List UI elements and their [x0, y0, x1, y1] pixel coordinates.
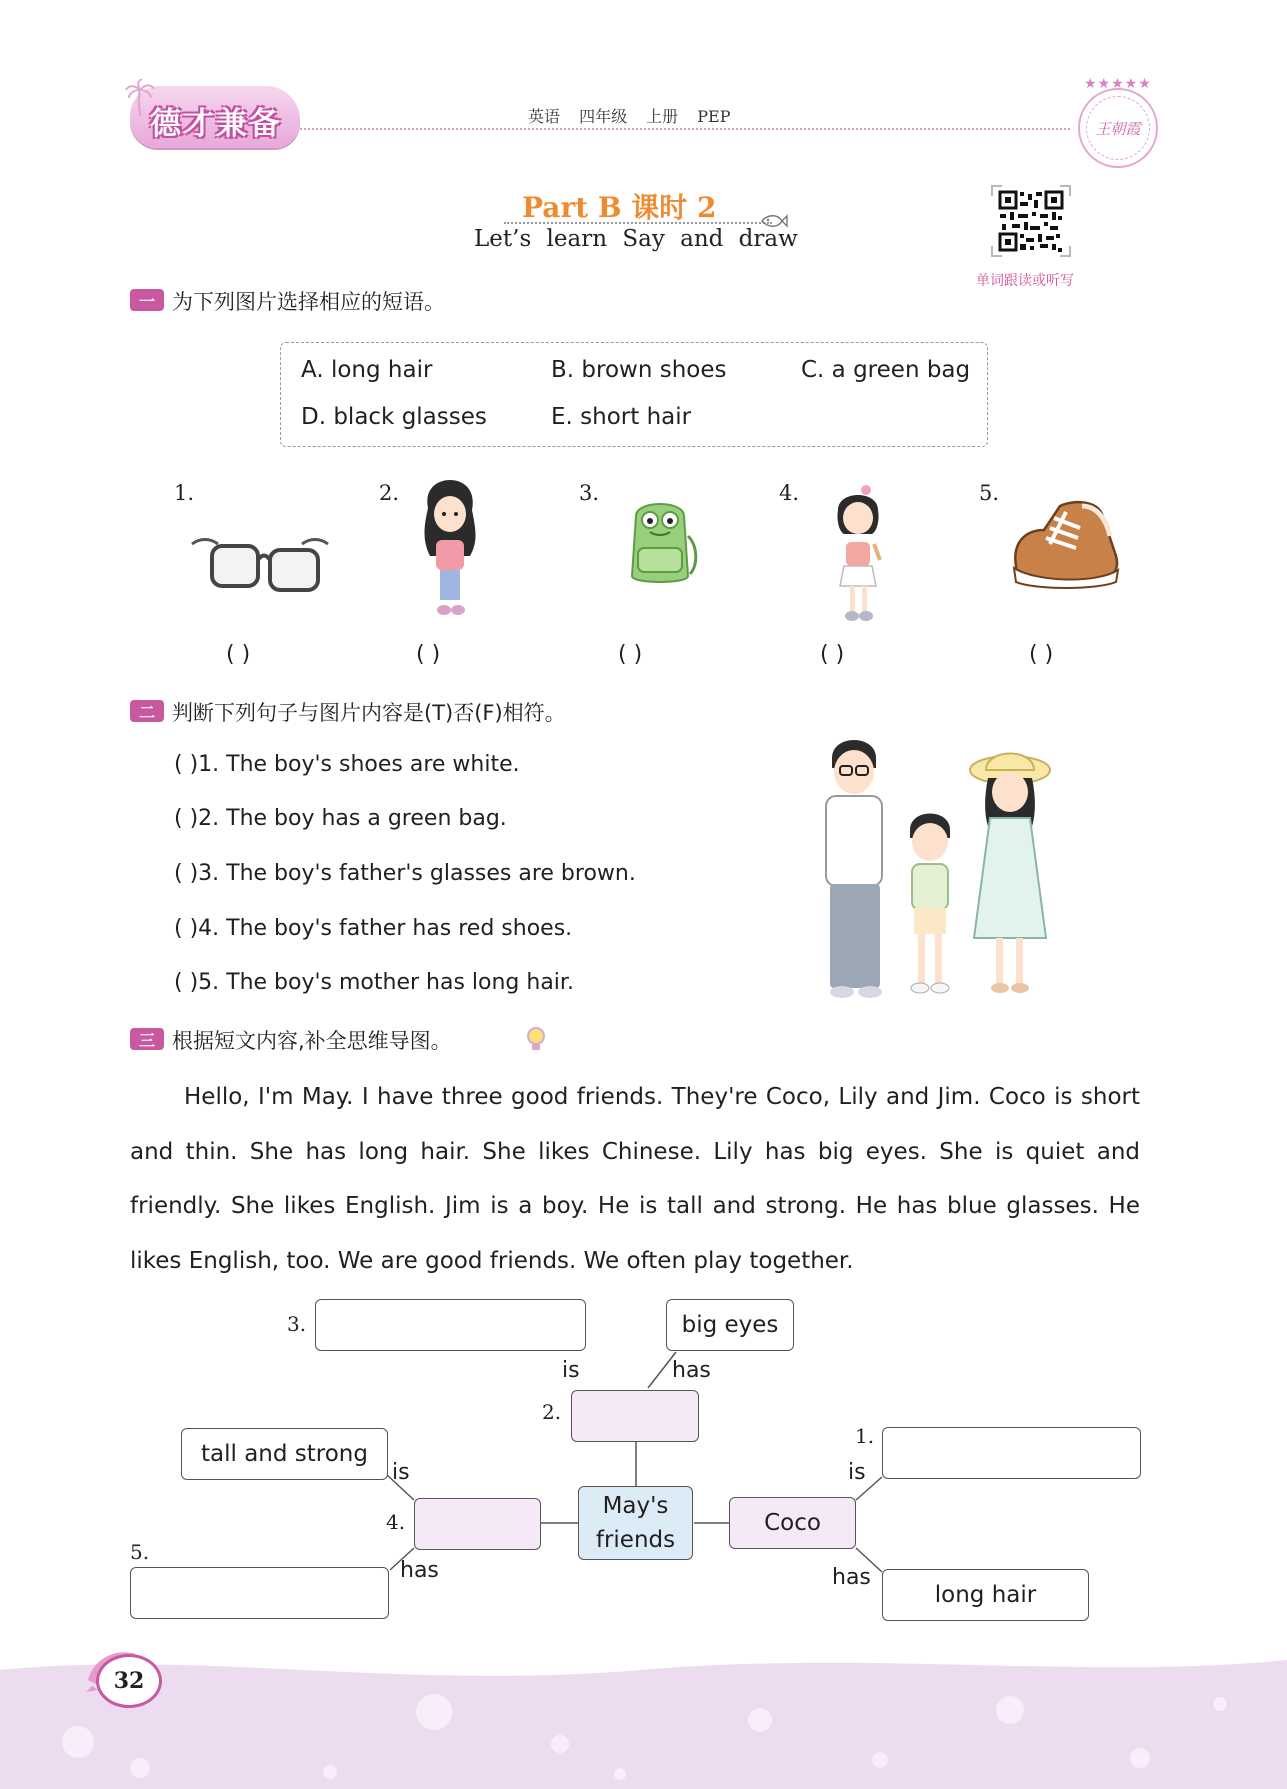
statement-5: ( )5. The boy's mother has long hair.	[174, 970, 574, 995]
lesson-title: Part B 课时 2	[522, 191, 717, 224]
reading-passage-text: Hello, I'm May. I have three good friends. They're Coco, Lily and Jim. Coco is short and thin. She has long hair. She likes Chinese. Lily has big eyes. She is quiet and friendly. She likes English. Jim is a boy. He is tall and strong. He has blue glasses. He likes English, too. We are good friends. We often play together.	[130, 1084, 1140, 1274]
section1-badge: 一	[130, 289, 164, 311]
seal-stars: ★★★★★	[1084, 76, 1152, 92]
section2-badge: 二	[130, 700, 164, 722]
author-seal-text: 王朝霞	[1086, 96, 1150, 160]
section2-title: 判断下列句子与图片内容是(T)否(F)相符。	[172, 701, 566, 725]
item-3-answer-blank[interactable]: ( )	[618, 642, 643, 667]
mindmap-label-has-left: has	[400, 1558, 439, 1583]
qr-code-label: 单词跟读或听写	[976, 273, 1074, 289]
mindmap-label-is-right: is	[848, 1460, 866, 1485]
item-1-answer-blank[interactable]: ( )	[226, 642, 251, 667]
item-3-number: 3.	[579, 481, 600, 505]
mindmap-center-line1: May's	[602, 1493, 669, 1519]
book-meta: 英语 四年级 上册 PEP	[528, 107, 731, 126]
section1-title: 为下列图片选择相应的短语。	[172, 290, 445, 314]
mindmap-number-5: 5.	[130, 1540, 150, 1564]
mindmap-tall-and-strong-text: tall and strong	[201, 1441, 368, 1467]
option-c: C. a green bag	[801, 357, 971, 383]
mindmap-blank-1[interactable]	[882, 1427, 1141, 1479]
footer-wave	[0, 1640, 1287, 1789]
mindmap-label-is-top: is	[562, 1358, 580, 1383]
mindmap-big-eyes-text: big eyes	[681, 1312, 779, 1338]
mindmap-coco-text: Coco	[764, 1510, 821, 1536]
section3-badge: 三	[130, 1028, 164, 1050]
mindmap-number-1: 1.	[855, 1424, 875, 1448]
mindmap-number-4: 4.	[386, 1510, 406, 1534]
item-5-number: 5.	[979, 481, 1000, 505]
mindmap-number-2: 2.	[542, 1400, 562, 1424]
page-number: 32	[96, 1654, 162, 1708]
option-e: E. short hair	[551, 404, 692, 430]
item-1-number: 1.	[174, 481, 195, 505]
item-4-number: 4.	[779, 481, 800, 505]
item-5-answer-blank[interactable]: ( )	[1029, 642, 1054, 667]
mindmap-label-is-left: is	[392, 1460, 410, 1485]
statement-3: ( )3. The boy's father's glasses are brown.	[174, 861, 636, 886]
item-2-number: 2.	[379, 481, 400, 505]
mindmap-label-has-top: has	[672, 1358, 711, 1383]
option-b: B. brown shoes	[551, 357, 727, 383]
mindmap-long-hair	[882, 1569, 1089, 1621]
mindmap-center	[578, 1486, 693, 1560]
mindmap-blank-4[interactable]	[414, 1498, 541, 1550]
mindmap-number-3: 3.	[287, 1312, 307, 1336]
option-a: A. long hair	[301, 357, 433, 383]
statement-2: ( )2. The boy has a green bag.	[174, 806, 507, 831]
mindmap-blank-2[interactable]	[571, 1390, 699, 1442]
statement-4: ( )4. The boy's father has red shoes.	[174, 916, 573, 941]
brand-logo-text: 德才兼备	[150, 106, 282, 142]
mindmap-big-eyes	[666, 1299, 794, 1351]
lesson-subtitle: Let’s learn Say and draw	[474, 226, 798, 252]
mindmap-tall-and-strong	[181, 1428, 388, 1480]
statement-1: ( )1. The boy's shoes are white.	[174, 752, 520, 777]
mindmap-long-hair-text: long hair	[934, 1582, 1037, 1608]
mindmap-label-has-right: has	[832, 1565, 871, 1590]
mindmap-center-line2: friends	[595, 1527, 676, 1553]
item-4-answer-blank[interactable]: ( )	[820, 642, 845, 667]
mindmap-blank-5[interactable]	[130, 1567, 389, 1619]
mindmap-coco	[729, 1497, 856, 1549]
item-2-answer-blank[interactable]: ( )	[416, 642, 441, 667]
mindmap-blank-3[interactable]	[315, 1299, 586, 1351]
section3-title: 根据短文内容,补全思维导图。	[172, 1029, 452, 1053]
option-d: D. black glasses	[301, 404, 487, 430]
